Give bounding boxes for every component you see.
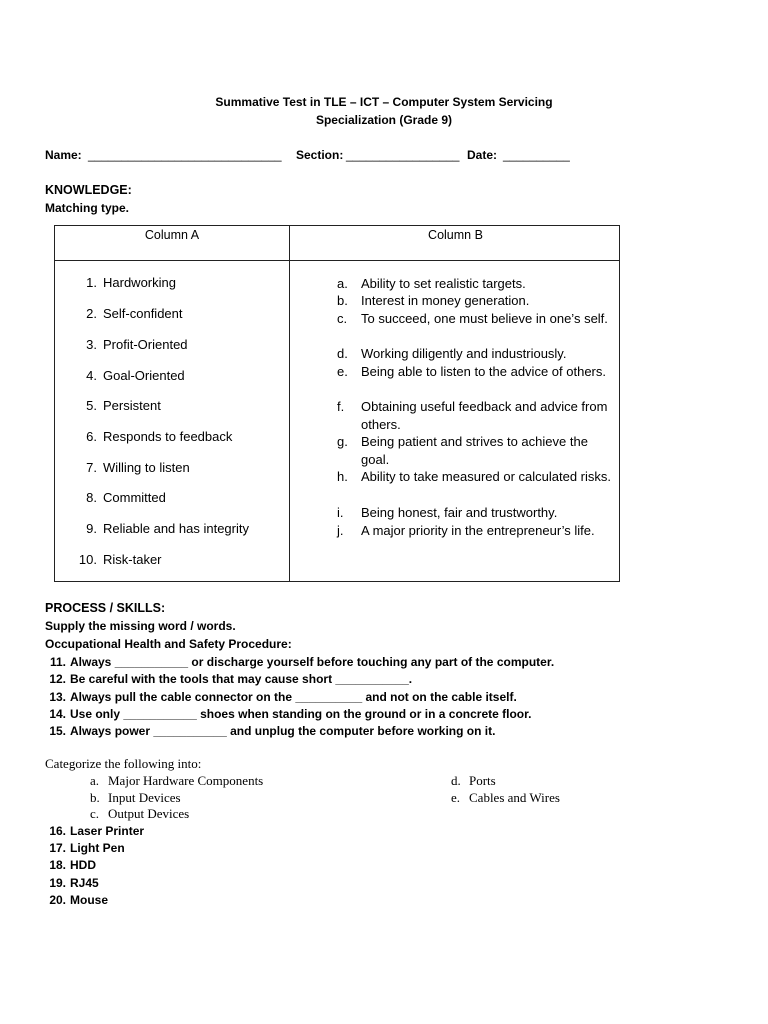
column-a-header: Column A xyxy=(144,228,200,242)
fill-in-item: 14. Use only ___________ shoes when standing on the ground or in a concrete floor. xyxy=(49,707,532,721)
header-divider xyxy=(55,260,619,261)
knowledge-heading: KNOWLEDGE: xyxy=(45,183,132,197)
categorize-item: 20. Mouse xyxy=(49,893,109,907)
column-a-item: 10. Risk-taker xyxy=(78,552,162,567)
column-a-item: 3. Profit-Oriented xyxy=(86,337,188,352)
category-option: b. Input Devices xyxy=(90,790,181,805)
matching-table: Column A Column B 1. Hardworking 2. Self-confident 3. Profit-Oriented 4. Goal-Oriented 5. Persistent 6. Responds to feedback 7. Willing to listen 8. Committed 9. Reliable and has integrity 10. Risk-taker a. Ability to set realistic targets. b. Interest in money generation. c. To succeed, one must believe in one’s self. d. Working diligently and industriously. e. Being able to listen to the advice of others. f. Obtaining useful feedback and advice from others. g. Being patient and strives to achieve the goal. h. Ability to take measured or calculated risks. i. Being honest, fair and trustworthy. j. A major priority in the entrepreneur’s life. xyxy=(54,225,620,582)
category-option: d. Ports xyxy=(451,773,496,788)
document-title: Summative Test in TLE – ICT – Computer System Servicing xyxy=(215,95,553,109)
categorize-item: 17. Light Pen xyxy=(49,841,125,855)
process-subheading: Occupational Health and Safety Procedure: xyxy=(45,637,292,651)
name-blank: _____________________________ xyxy=(88,148,282,162)
fill-in-item: 15. Always power ___________ and unplug the computer before working on it. xyxy=(49,724,496,738)
column-a-item: 9. Reliable and has integrity xyxy=(86,521,249,536)
fill-in-item: 11. Always ___________ or discharge yourself before touching any part of the computer. xyxy=(49,655,555,669)
section-blank: _________________ xyxy=(346,148,460,162)
category-option: e. Cables and Wires xyxy=(451,790,560,805)
fill-in-item: 13. Always pull the cable connector on the __________ and not on the cable itself. xyxy=(49,690,517,704)
process-heading: PROCESS / SKILLS: xyxy=(45,601,166,615)
date-label: Date: xyxy=(467,148,498,162)
column-divider xyxy=(289,226,290,581)
column-b-header: Column B xyxy=(428,228,483,242)
column-a-item: 7. Willing to listen xyxy=(86,460,190,475)
category-option: c. Output Devices xyxy=(90,806,190,821)
category-option: a. Major Hardware Components xyxy=(90,773,264,788)
categorize-item: 19. RJ45 xyxy=(49,876,99,890)
column-a-item: 8. Committed xyxy=(86,490,166,505)
column-a-item: 5. Persistent xyxy=(86,398,161,413)
categorize-instruction: Categorize the following into: xyxy=(45,756,202,771)
name-label: Name: xyxy=(45,148,82,162)
column-a-item: 2. Self-confident xyxy=(86,306,183,321)
column-a-item: 4. Goal-Oriented xyxy=(86,368,185,383)
categorize-item: 16. Laser Printer xyxy=(49,824,145,838)
column-a-item: 1. Hardworking xyxy=(86,275,176,290)
date-blank: __________ xyxy=(503,148,570,162)
column-a-item: 6. Responds to feedback xyxy=(86,429,233,444)
fill-in-item: 12. Be careful with the tools that may cause short ___________. xyxy=(49,672,413,686)
categorize-item: 18. HDD xyxy=(49,858,96,872)
knowledge-instruction: Matching type. xyxy=(45,201,130,215)
document-subtitle: Specialization (Grade 9) xyxy=(315,113,453,127)
section-label: Section: xyxy=(296,148,344,162)
process-instruction: Supply the missing word / words. xyxy=(45,619,236,633)
